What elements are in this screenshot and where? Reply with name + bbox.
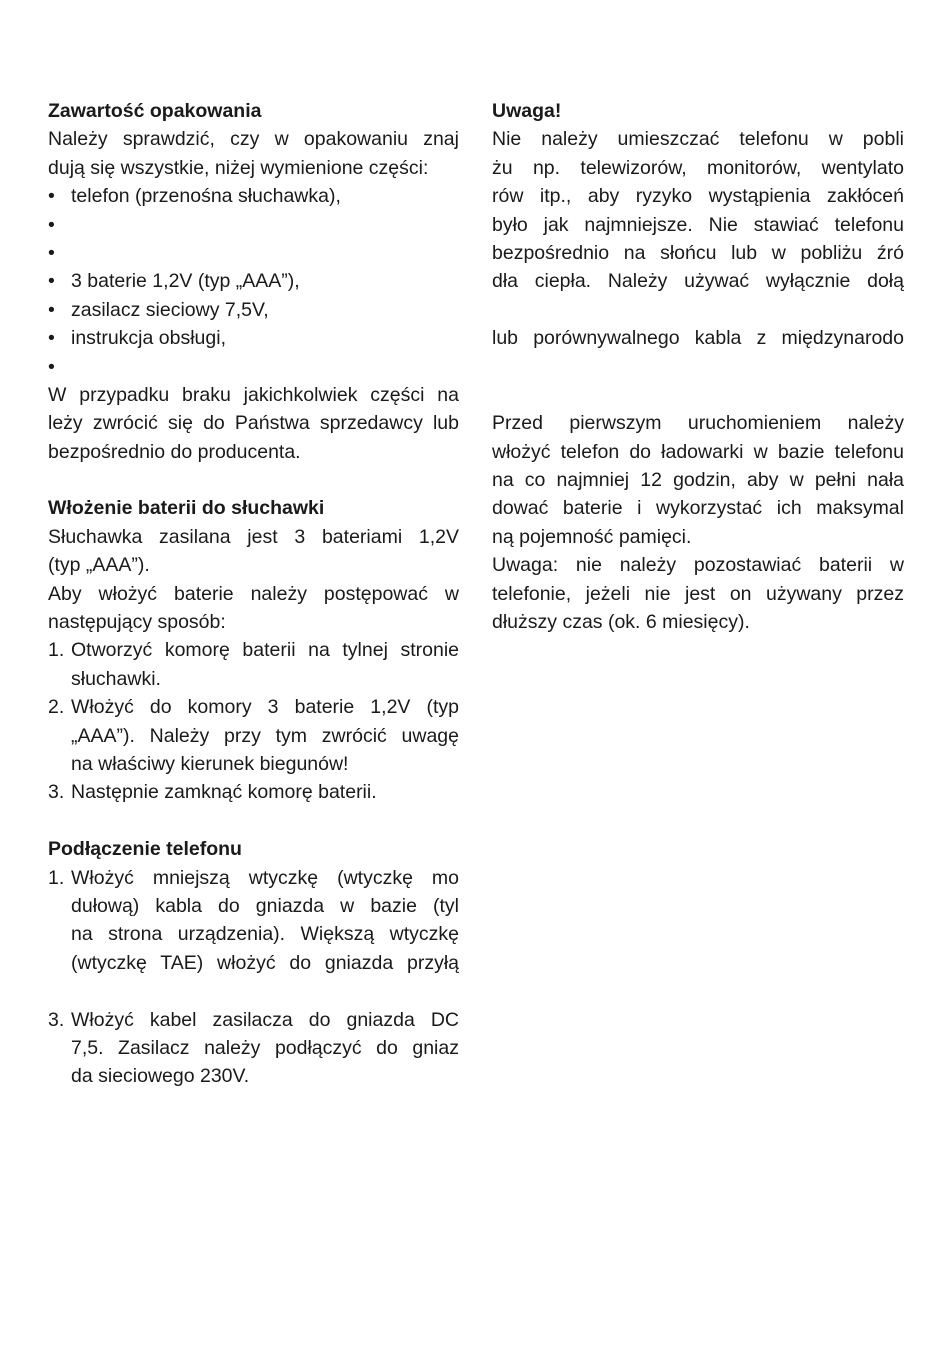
warning-line: żu np. telewizorów, monitorów, wentylato [492,156,904,179]
package-item [48,296,459,324]
bullet-mark: • [48,213,55,236]
package-outro-line: leży zwrócić się do Państwa sprzedawcy lub [48,412,459,435]
step-number: 3. [48,1008,65,1031]
battery-step [48,778,459,806]
warning-line: było jak najmniejsze. Nie stawiać telefonu [492,213,904,236]
step-text: Otworzyć komorę baterii na tylnej stronie [71,639,459,662]
section-gap [492,353,904,381]
charging-line: dować baterie i wykorzystać ich maksymal [492,497,904,520]
bullet-mark: • [48,355,55,378]
left-column [48,97,459,1091]
charging-line: ną pojemność pamięci. [492,525,692,548]
bullet-mark: • [48,241,55,264]
step-text: Włożyć do komory 3 baterie 1,2V (typ [71,696,459,719]
battery-text-line: Słuchawka zasilana jest 3 bateriami 1,2V [48,525,459,548]
package-item [48,211,459,239]
bullet-mark: • [48,270,55,293]
package-item [48,239,459,267]
bullet-mark: • [48,185,55,208]
package-item [48,324,459,352]
package-item-text: zasilacz sieciowy 7,5V, [71,298,269,321]
battery-step-continuation: „AAA”). Należy przy tym zwrócić uwagę [71,724,459,747]
package-outro-line: bezpośrednio do producenta. [48,440,301,463]
step-text: Następnie zamknąć komorę baterii. [71,781,377,804]
heading-battery-insertion: Włożenie baterii do słuchawki [48,497,325,520]
heading-phone-connection: Podłączenie telefonu [48,838,242,861]
connection-step-continuation: na strona urządzenia). Większą wtyczkę [71,923,459,946]
warning-line: bezpośrednio na słońcu lub w pobliżu źró [492,241,904,264]
battery-step [48,693,459,721]
package-item [48,353,459,381]
package-intro-line: Należy sprawdzić, czy w opakowaniu znaj [48,128,459,151]
warning-line: lub porównywalnego kabla z międzynarodo [492,327,904,350]
package-item-text: telefon (przenośna słuchawka), [71,185,341,208]
battery-step [48,636,459,664]
package-item-text: instrukcja obsługi, [71,327,226,350]
step-number: 1. [48,639,65,662]
connection-step-continuation: dułową) kabla do gniazda w bazie (tyl [71,894,459,917]
section-gap [492,381,904,409]
step-text: Włożyć mniejszą wtyczkę (wtyczkę mo [71,866,459,889]
battery-step-continuation: na właściwy kierunek biegunów! [71,752,349,775]
package-intro-line: dują się wszystkie, niżej wymienione części: [48,156,429,179]
charging-line: na co najmniej 12 godzin, aby w pełni nała [492,469,904,492]
charging-line: Uwaga: nie należy pozostawiać baterii w [492,554,904,577]
warning-line: rów itp., aby ryzyko wystąpienia zakłóceń [492,185,904,208]
charging-line: włożyć telefon do ładowarki w bazie telefonu [492,440,904,463]
connection-step-continuation: da sieciowego 230V. [71,1065,250,1088]
package-item [48,182,459,210]
charging-line: dłuższy czas (ok. 6 miesięcy). [492,611,750,634]
battery-text-line: (typ „AAA”). [48,554,150,577]
bullet-mark: • [48,327,55,350]
charging-line: telefonie, jeżeli nie jest on używany przez [492,582,904,605]
step-text: Włożyć kabel zasilacza do gniazda DC [71,1008,459,1031]
right-column [492,97,904,636]
package-item [48,267,459,295]
package-item-text: 3 baterie 1,2V (typ „AAA”), [71,270,300,293]
section-gap [48,807,459,835]
connection-step [48,1006,459,1034]
section-gap [492,296,904,324]
battery-step-continuation: słuchawki. [71,667,161,690]
connection-step-continuation: (wtyczkę TAE) włożyć do gniazda przyłą [71,951,459,974]
package-outro-line: W przypadku braku jakichkolwiek części na [48,383,459,406]
connection-step [48,864,459,892]
bullet-mark: • [48,298,55,321]
heading-warning: Uwaga! [492,100,562,122]
connection-step-continuation: 7,5. Zasilacz należy podłączyć do gniaz [71,1036,459,1059]
section-gap [48,977,459,1005]
step-number: 1. [48,866,65,889]
charging-line: Przed pierwszym uruchomieniem należy [492,412,904,435]
section-gap [48,466,459,494]
step-number: 2. [48,696,65,719]
warning-line: Nie należy umieszczać telefonu w pobli [492,128,904,151]
warning-line: dła ciepła. Należy używać wyłącznie dołą [492,270,904,293]
step-number: 3. [48,781,65,804]
heading-package-contents: Zawartość opakowania [48,100,262,122]
battery-text-line: Aby włożyć baterie należy postępować w [48,582,459,605]
battery-text-line: następujący sposób: [48,611,226,634]
